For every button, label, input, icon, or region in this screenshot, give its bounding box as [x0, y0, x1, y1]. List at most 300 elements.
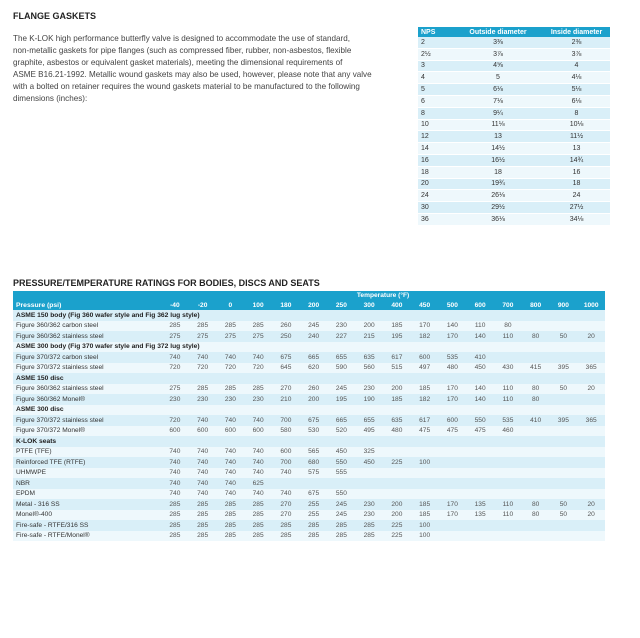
- rating-cell: [494, 352, 522, 363]
- rating-cell: 600: [244, 426, 272, 437]
- rating-row: [13, 363, 605, 374]
- section-header-row: [13, 342, 605, 353]
- rating-cell: 480: [439, 363, 467, 374]
- rating-cell: 550: [466, 415, 494, 426]
- rating-cell: [550, 520, 578, 531]
- section-label: ASME 150 disc: [13, 373, 605, 384]
- rating-cell: 140: [466, 384, 494, 395]
- rating-cell: 325: [355, 447, 383, 458]
- rating-cell: 260: [272, 321, 300, 332]
- rating-cell: 665: [300, 352, 328, 363]
- section-label: ASME 150 body (Fig 360 wafer style and Fig 362 lug style): [13, 310, 605, 321]
- rating-cell: 285: [217, 520, 245, 531]
- rating-cell: 80: [522, 394, 550, 405]
- rating-cell: 740: [272, 468, 300, 479]
- rating-cell: [577, 457, 605, 468]
- rating-cell: [328, 478, 356, 489]
- rating-cell: 600: [161, 426, 189, 437]
- rating-cell: 110: [494, 510, 522, 521]
- nps-cell: 18: [543, 178, 610, 190]
- rating-cell: 720: [217, 363, 245, 374]
- rating-cell: 740: [161, 489, 189, 500]
- rating-cell: 185: [411, 510, 439, 521]
- rating-cell: [577, 520, 605, 531]
- rating-cell: 195: [328, 394, 356, 405]
- rating-cell: 200: [383, 499, 411, 510]
- rating-cell: 495: [355, 426, 383, 437]
- rating-cell: [300, 478, 328, 489]
- rating-cell: 600: [439, 415, 467, 426]
- nps-cell: 4: [418, 72, 453, 84]
- rating-cell: 740: [217, 352, 245, 363]
- rating-cell: [494, 447, 522, 458]
- section-header-row: [13, 310, 605, 321]
- rating-cell: 700: [272, 457, 300, 468]
- temperature-header-row: [13, 291, 605, 300]
- rating-cell: 185: [383, 394, 411, 405]
- nps-cell: 14½: [453, 143, 543, 155]
- rating-cell: 285: [355, 531, 383, 542]
- rating-cell: 720: [244, 363, 272, 374]
- rating-cell: [494, 478, 522, 489]
- row-label: Figure 370/372 stainless steel: [13, 363, 161, 374]
- nps-cell: 3⅜: [453, 37, 543, 48]
- nps-cell: 29½: [453, 202, 543, 214]
- rating-cell: 740: [161, 478, 189, 489]
- rating-cell: 395: [550, 415, 578, 426]
- nps-cell: 36⅛: [453, 213, 543, 225]
- rating-cell: 740: [217, 447, 245, 458]
- rating-cell: 195: [383, 331, 411, 342]
- rating-cell: 285: [355, 520, 383, 531]
- rating-cell: [577, 489, 605, 500]
- rating-cell: [522, 457, 550, 468]
- rating-cell: [411, 468, 439, 479]
- intro-line: dimensions (inches):: [13, 94, 88, 103]
- rating-cell: 665: [328, 415, 356, 426]
- rating-cell: 365: [577, 415, 605, 426]
- rating-cell: 285: [244, 520, 272, 531]
- rating-cell: 285: [244, 321, 272, 332]
- rating-cell: 170: [439, 394, 467, 405]
- rating-cell: [466, 520, 494, 531]
- rating-cell: 185: [411, 499, 439, 510]
- nps-cell: 10⅛: [543, 119, 610, 131]
- rating-cell: 740: [189, 352, 217, 363]
- rating-cell: 600: [189, 426, 217, 437]
- nps-cell: 7⅛: [453, 95, 543, 107]
- rating-cell: 285: [217, 510, 245, 521]
- rating-cell: [383, 468, 411, 479]
- nps-cell: 12: [418, 131, 453, 143]
- rating-cell: 135: [466, 499, 494, 510]
- temperature-column-header: 600: [466, 300, 494, 310]
- nps-cell: 11½: [543, 131, 610, 143]
- rating-cell: 275: [161, 331, 189, 342]
- rating-cell: 740: [244, 489, 272, 500]
- rating-cell: 285: [217, 321, 245, 332]
- rating-cell: [577, 426, 605, 437]
- rating-cell: 720: [161, 415, 189, 426]
- rating-row: [13, 447, 605, 458]
- rating-cell: 285: [161, 321, 189, 332]
- nps-cell: 27½: [543, 202, 610, 214]
- rating-cell: 20: [577, 331, 605, 342]
- rating-cell: 275: [189, 331, 217, 342]
- pressure-temperature-title: PRESSURE/TEMPERATURE RATINGS FOR BODIES, DISCS AND SEATS: [13, 278, 320, 288]
- rating-cell: [439, 489, 467, 500]
- rating-cell: 740: [161, 447, 189, 458]
- rating-cell: 740: [189, 415, 217, 426]
- rating-cell: 285: [161, 531, 189, 542]
- rating-cell: 50: [550, 510, 578, 521]
- nps-cell: 4⅛: [543, 72, 610, 84]
- rating-cell: 250: [272, 331, 300, 342]
- rating-cell: 200: [383, 384, 411, 395]
- rating-cell: 225: [383, 531, 411, 542]
- rating-cell: 625: [244, 478, 272, 489]
- rating-cell: 285: [244, 510, 272, 521]
- rating-cell: 655: [328, 352, 356, 363]
- rating-cell: 520: [328, 426, 356, 437]
- nps-cell: 26⅛: [453, 190, 543, 202]
- nps-row: [418, 143, 610, 155]
- rating-cell: 285: [272, 520, 300, 531]
- rating-cell: 200: [300, 394, 328, 405]
- row-label: Figure 370/372 Monel®: [13, 426, 161, 437]
- rating-cell: 285: [189, 510, 217, 521]
- rating-cell: [439, 478, 467, 489]
- intro-line: non-metallic gaskets for pipe flanges (such as compressed fiber, rubber, non-asbestos, flexible: [13, 46, 352, 55]
- rating-cell: [466, 457, 494, 468]
- rating-cell: 740: [189, 489, 217, 500]
- rating-cell: 245: [328, 499, 356, 510]
- rating-cell: 285: [161, 499, 189, 510]
- rating-cell: 680: [300, 457, 328, 468]
- rating-cell: 285: [244, 384, 272, 395]
- rating-cell: 450: [466, 363, 494, 374]
- nps-cell: 6⅛: [543, 95, 610, 107]
- rating-cell: 230: [189, 394, 217, 405]
- rating-cell: 395: [550, 363, 578, 374]
- rating-cell: 720: [161, 363, 189, 374]
- rating-cell: 450: [328, 447, 356, 458]
- section-header-row: [13, 436, 605, 447]
- rating-cell: [439, 468, 467, 479]
- row-label: NBR: [13, 478, 161, 489]
- rating-cell: [522, 468, 550, 479]
- section-label: ASME 300 body (Fig 370 wafer style and Fig 372 lug style): [13, 342, 605, 353]
- rating-cell: 285: [189, 531, 217, 542]
- flange-gaskets-title: FLANGE GASKETS: [13, 11, 97, 21]
- rating-row: [13, 331, 605, 342]
- nps-cell: 11⅛: [453, 119, 543, 131]
- rating-cell: 170: [411, 321, 439, 332]
- rating-cell: 270: [272, 384, 300, 395]
- rating-cell: 535: [439, 352, 467, 363]
- rating-cell: [550, 468, 578, 479]
- rating-cell: 227: [328, 331, 356, 342]
- rating-cell: 170: [439, 499, 467, 510]
- rating-cell: 182: [411, 394, 439, 405]
- rating-cell: [550, 352, 578, 363]
- rating-cell: 182: [411, 331, 439, 342]
- rating-cell: 50: [550, 499, 578, 510]
- rating-cell: [494, 489, 522, 500]
- rating-cell: 740: [244, 457, 272, 468]
- nps-cell: 5: [418, 84, 453, 96]
- rating-cell: 215: [355, 331, 383, 342]
- rating-cell: 230: [355, 384, 383, 395]
- rating-cell: 430: [494, 363, 522, 374]
- nps-table-header: [418, 27, 610, 37]
- nps-cell: 36: [418, 213, 453, 225]
- rating-cell: [355, 468, 383, 479]
- rating-row: [13, 426, 605, 437]
- nps-row: [418, 119, 610, 131]
- rating-cell: 230: [161, 394, 189, 405]
- rating-cell: [577, 394, 605, 405]
- rating-cell: 230: [244, 394, 272, 405]
- rating-cell: 450: [355, 457, 383, 468]
- nps-cell: 13: [543, 143, 610, 155]
- temperature-column-header: 300: [355, 300, 383, 310]
- rating-cell: 285: [217, 384, 245, 395]
- rating-cell: 135: [466, 510, 494, 521]
- rating-cell: [439, 520, 467, 531]
- rating-cell: 140: [439, 321, 467, 332]
- nps-cell: 5⅛: [543, 84, 610, 96]
- rating-cell: [466, 489, 494, 500]
- rating-cell: 410: [466, 352, 494, 363]
- rating-cell: 480: [383, 426, 411, 437]
- rating-cell: 275: [244, 331, 272, 342]
- rating-cell: [272, 478, 300, 489]
- rating-cell: [494, 531, 522, 542]
- temperature-column-header: 700: [494, 300, 522, 310]
- row-label: UHMWPE: [13, 468, 161, 479]
- temperature-column-header: 500: [439, 300, 467, 310]
- rating-row: [13, 321, 605, 332]
- rating-cell: [550, 531, 578, 542]
- rating-cell: [355, 489, 383, 500]
- nps-cell: 4⅝: [453, 60, 543, 72]
- rating-cell: [383, 478, 411, 489]
- rating-cell: 740: [217, 489, 245, 500]
- rating-row: [13, 499, 605, 510]
- nps-cell: 3⅞: [453, 48, 543, 60]
- rating-cell: [439, 531, 467, 542]
- nps-cell: 6⅛: [453, 84, 543, 96]
- row-label: Figure 360/362 stainless steel: [13, 331, 161, 342]
- rating-cell: 255: [300, 499, 328, 510]
- rating-cell: 740: [161, 352, 189, 363]
- rating-row: [13, 510, 605, 521]
- nps-cell: 3⅞: [543, 48, 610, 60]
- nps-diameter-table: [418, 27, 610, 226]
- temperature-column-header: -40: [161, 300, 189, 310]
- rating-row: [13, 352, 605, 363]
- rating-row: [13, 531, 605, 542]
- temperature-column-header: 100: [244, 300, 272, 310]
- rating-cell: [494, 468, 522, 479]
- nps-row: [418, 213, 610, 225]
- nps-row: [418, 154, 610, 166]
- rating-cell: 635: [355, 352, 383, 363]
- row-label: Monel®-400: [13, 510, 161, 521]
- rating-cell: 80: [522, 510, 550, 521]
- rating-cell: [550, 321, 578, 332]
- rating-cell: 80: [494, 321, 522, 332]
- nps-cell: 20: [418, 178, 453, 190]
- row-label: EPDM: [13, 489, 161, 500]
- nps-cell: 2½: [418, 48, 453, 60]
- rating-cell: 700: [272, 415, 300, 426]
- nps-cell: 9¼: [453, 107, 543, 119]
- row-label: Figure 360/362 Monel®: [13, 394, 161, 405]
- rating-cell: [550, 394, 578, 405]
- temperature-column-header: 250: [328, 300, 356, 310]
- rating-cell: 285: [217, 499, 245, 510]
- rating-cell: 617: [411, 415, 439, 426]
- rating-cell: 230: [328, 321, 356, 332]
- rating-cell: 185: [383, 321, 411, 332]
- rating-cell: 80: [522, 499, 550, 510]
- rating-cell: 740: [244, 352, 272, 363]
- nps-column-header: Inside diameter: [543, 27, 610, 37]
- temperature-header: Temperature (°F): [161, 291, 605, 300]
- temperature-column-header: -20: [189, 300, 217, 310]
- rating-cell: 20: [577, 499, 605, 510]
- rating-cell: 110: [494, 394, 522, 405]
- nps-cell: 19¾: [453, 178, 543, 190]
- rating-cell: 110: [466, 321, 494, 332]
- temperature-column-header: 800: [522, 300, 550, 310]
- nps-cell: 2: [418, 37, 453, 48]
- rating-cell: [494, 520, 522, 531]
- rating-row: [13, 415, 605, 426]
- intro-line: graphite, asbestos or equivalent gasket materials), meeting the dimensional requirements of: [13, 58, 343, 67]
- row-label: Reinforced TFE (RTFE): [13, 457, 161, 468]
- row-label: Figure 360/362 stainless steel: [13, 384, 161, 395]
- rating-cell: [466, 531, 494, 542]
- rating-cell: 270: [272, 510, 300, 521]
- rating-cell: [577, 447, 605, 458]
- rating-cell: [439, 457, 467, 468]
- nps-cell: 10: [418, 119, 453, 131]
- rating-cell: 110: [494, 499, 522, 510]
- rating-cell: 740: [217, 468, 245, 479]
- rating-cell: [550, 447, 578, 458]
- rating-cell: 230: [355, 499, 383, 510]
- rating-cell: 225: [383, 457, 411, 468]
- intro-line: with a bolted on retainer requires the wound gaskets material to be manufactured to the following: [13, 82, 360, 91]
- nps-cell: 16½: [453, 154, 543, 166]
- pressure-psi-header: Pressure (psi): [13, 300, 161, 310]
- rating-cell: [522, 520, 550, 531]
- rating-cell: 555: [328, 468, 356, 479]
- rating-cell: 720: [189, 363, 217, 374]
- temperature-values-row: [13, 300, 605, 310]
- blank-header-cell: [13, 291, 161, 300]
- rating-cell: [577, 321, 605, 332]
- rating-row: [13, 384, 605, 395]
- nps-row: [418, 131, 610, 143]
- rating-cell: 460: [494, 426, 522, 437]
- rating-cell: [411, 478, 439, 489]
- nps-row: [418, 72, 610, 84]
- rating-cell: 580: [272, 426, 300, 437]
- rating-cell: 740: [161, 468, 189, 479]
- rating-cell: 170: [439, 510, 467, 521]
- nps-cell: 13: [453, 131, 543, 143]
- rating-cell: 185: [411, 384, 439, 395]
- temperature-column-header: 900: [550, 300, 578, 310]
- nps-cell: 24: [418, 190, 453, 202]
- rating-cell: [522, 321, 550, 332]
- pressure-temperature-table: [13, 291, 605, 541]
- row-label: Fire-safe - RTFE/316 SS: [13, 520, 161, 531]
- rating-cell: 740: [244, 468, 272, 479]
- rating-cell: 740: [189, 447, 217, 458]
- rating-cell: 140: [466, 331, 494, 342]
- rating-row: [13, 457, 605, 468]
- rating-cell: 740: [161, 457, 189, 468]
- rating-cell: 600: [411, 352, 439, 363]
- nps-row: [418, 95, 610, 107]
- nps-row: [418, 107, 610, 119]
- rating-cell: 285: [328, 531, 356, 542]
- rating-row: [13, 394, 605, 405]
- rating-cell: 245: [300, 321, 328, 332]
- rating-cell: 230: [355, 510, 383, 521]
- rating-cell: [439, 447, 467, 458]
- rating-cell: 740: [189, 478, 217, 489]
- rating-row: [13, 478, 605, 489]
- rating-cell: [522, 489, 550, 500]
- rating-cell: 740: [244, 447, 272, 458]
- nps-row: [418, 48, 610, 60]
- nps-row: [418, 60, 610, 72]
- nps-cell: 3: [418, 60, 453, 72]
- section-label: K-LOK seats: [13, 436, 605, 447]
- rating-cell: 245: [328, 384, 356, 395]
- rating-cell: 285: [328, 520, 356, 531]
- nps-column-header: Outside diameter: [453, 27, 543, 37]
- rating-cell: [383, 447, 411, 458]
- row-label: Fire-safe - RTFE/Monel®: [13, 531, 161, 542]
- rating-cell: [522, 426, 550, 437]
- rating-cell: [522, 352, 550, 363]
- nps-row: [418, 190, 610, 202]
- section-label: ASME 300 disc: [13, 405, 605, 416]
- rating-row: [13, 468, 605, 479]
- temperature-column-header: 180: [272, 300, 300, 310]
- row-label: PTFE (TFE): [13, 447, 161, 458]
- nps-cell: 14¾: [543, 154, 610, 166]
- rating-cell: 20: [577, 510, 605, 521]
- row-label: Figure 370/372 stainless steel: [13, 415, 161, 426]
- rating-cell: 475: [466, 426, 494, 437]
- rating-cell: 550: [328, 489, 356, 500]
- rating-cell: 515: [383, 363, 411, 374]
- rating-cell: 170: [439, 384, 467, 395]
- temperature-column-header: 1000: [577, 300, 605, 310]
- rating-cell: 255: [300, 510, 328, 521]
- rating-cell: 275: [161, 384, 189, 395]
- row-label: Figure 360/362 carbon steel: [13, 321, 161, 332]
- rating-cell: [577, 531, 605, 542]
